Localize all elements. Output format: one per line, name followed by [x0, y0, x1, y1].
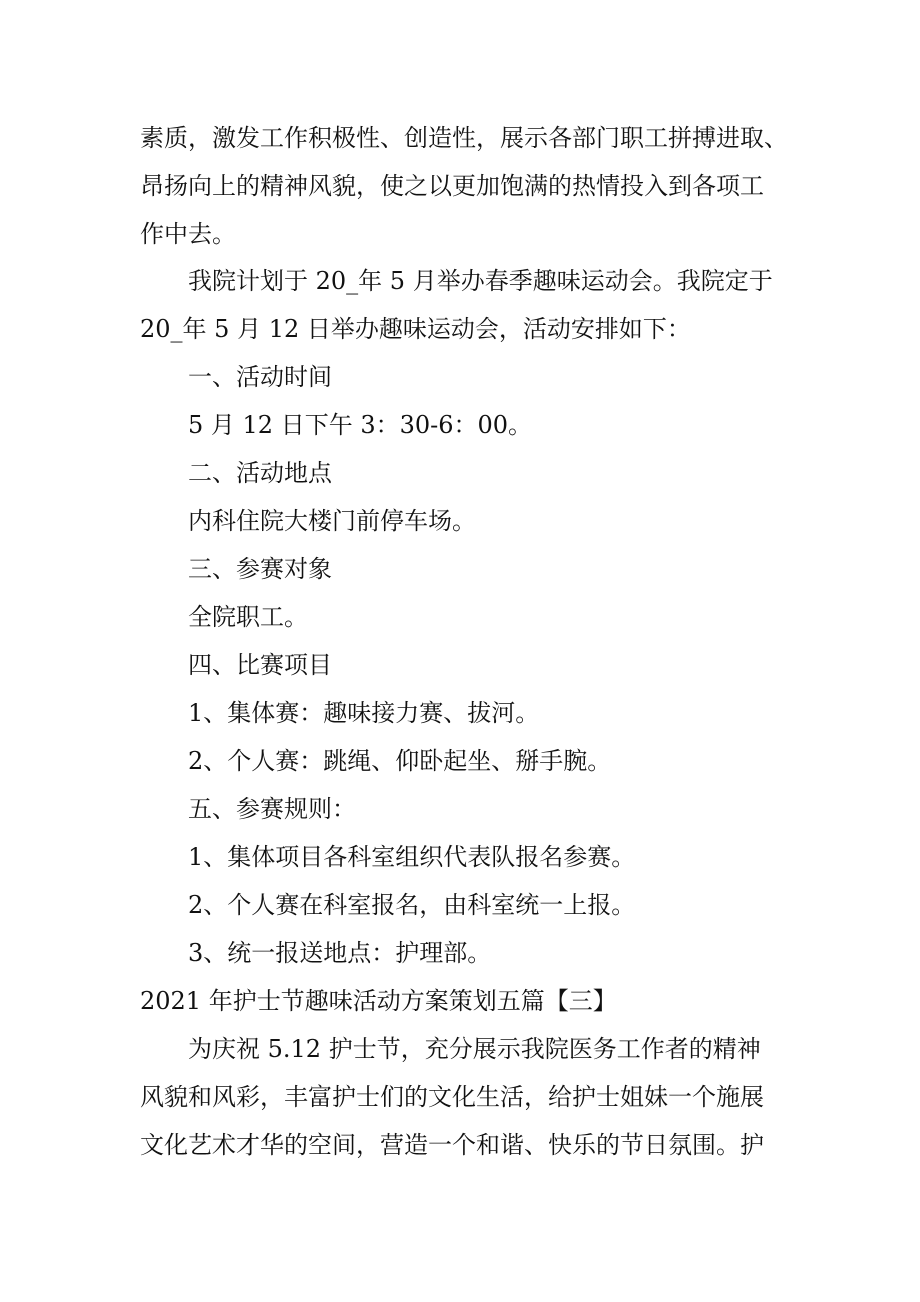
- paragraph-line: 为庆祝 5.12 护士节，充分展示我院医务工作者的精神: [188, 1035, 761, 1063]
- paragraph-line: 风貌和风彩，丰富护士们的文化生活，给护士姐妹一个施展: [140, 1083, 764, 1111]
- list-item: 2、个人赛：跳绳、仰卧起坐、掰手腕。: [188, 747, 612, 775]
- list-item: 1、集体赛：趣味接力赛、拔河。: [188, 699, 540, 727]
- section-heading: 2021 年护士节趣味活动方案策划五篇【三】: [140, 987, 617, 1015]
- section-title-rules: 五、参赛规则：: [188, 795, 356, 823]
- paragraph-line: 作中去。: [140, 220, 236, 248]
- list-item: 全院职工。: [188, 603, 308, 631]
- paragraph-line: 文化艺术才华的空间，营造一个和谐、快乐的节日氛围。护: [140, 1131, 764, 1159]
- paragraph-line: 昂扬向上的精神风貌，使之以更加饱满的热情投入到各项工: [140, 172, 764, 200]
- list-item: 2、个人赛在科室报名，由科室统一上报。: [188, 891, 636, 919]
- list-item: 1、集体项目各科室组织代表队报名参赛。: [188, 843, 636, 871]
- section-title-location: 二、活动地点: [188, 459, 332, 487]
- section-title-events: 四、比赛项目: [188, 651, 332, 679]
- list-item: 5 月 12 日下午 3：30-6：00。: [188, 411, 533, 439]
- paragraph-line: 20_年 5 月 12 日举办趣味运动会，活动安排如下：: [140, 315, 691, 343]
- section-title-time: 一、活动时间: [188, 363, 332, 391]
- list-item: 3、统一报送地点：护理部。: [188, 939, 492, 967]
- section-title-participants: 三、参赛对象: [188, 555, 332, 583]
- list-item: 内科住院大楼门前停车场。: [188, 507, 476, 535]
- paragraph-line: 素质，激发工作积极性、创造性，展示各部门职工拼搏进取、: [140, 124, 788, 152]
- paragraph-line: 我院计划于 20_年 5 月举办春季趣味运动会。我院定于: [188, 267, 773, 295]
